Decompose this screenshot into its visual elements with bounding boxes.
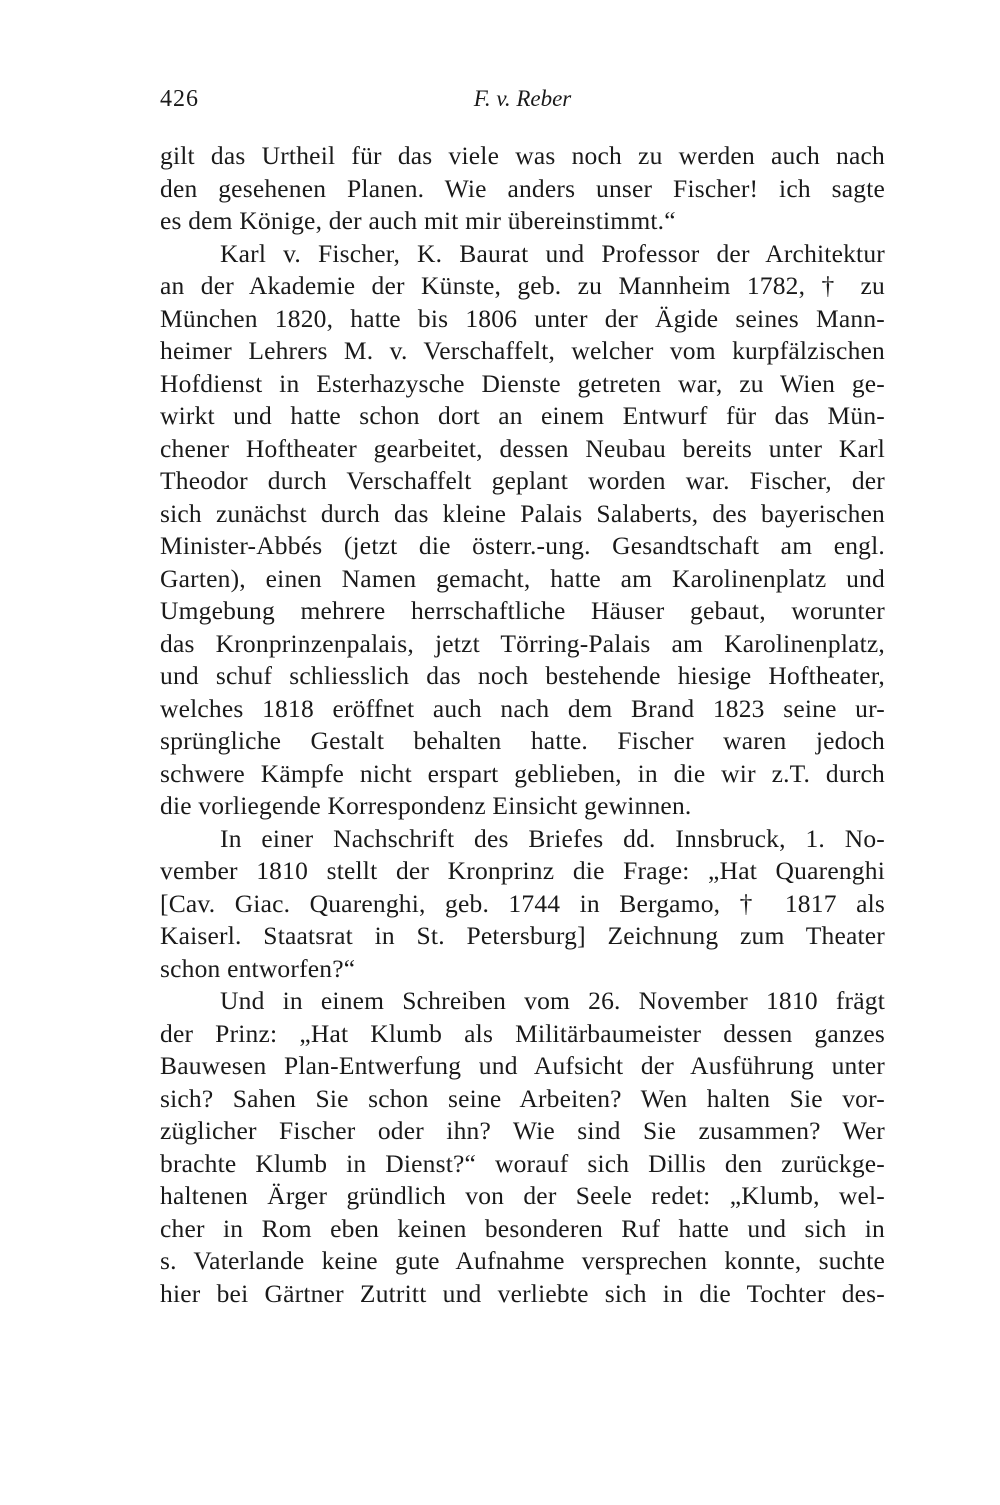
text-line: s. Vaterlande keine gute Aufnahme versprechen konnte, suchte	[160, 1246, 885, 1275]
text-line: Umgebung mehrere herrschaftliche Häuser gebaut, worunter	[160, 596, 885, 625]
text-line: der Prinz: „Hat Klumb als Militärbaumeister dessen ganzes	[160, 1018, 885, 1048]
text-line: schon entworfen?“	[160, 953, 356, 983]
text-line: sich? Sahen Sie schon seine Arbeiten? Wen halten Sie vor-	[160, 1083, 885, 1113]
text-line: Theodor durch Verschaffelt geplant worden war. Fischer, der	[160, 466, 885, 495]
text-line: sich zunächst durch das kleine Palais Salaberts, des bayerischen	[160, 498, 885, 528]
text-line: In einer Nachschrift des Briefes dd. Innsbruck, 1. No-	[220, 823, 885, 853]
text-line: schwere Kämpfe nicht erspart geblieben, in die wir z.T. durch	[160, 758, 885, 788]
text-line: Garten), einen Namen gemacht, hatte am Karolinenplatz und	[160, 563, 885, 593]
text-line: das Kronprinzenpalais, jetzt Törring-Palais am Karolinenplatz,	[160, 628, 885, 658]
text-line: es dem Könige, der auch mit mir übereinstimmt.“	[160, 206, 676, 235]
text-line: chener Hoftheater gearbeitet, dessen Neubau bereits unter Karl	[160, 433, 885, 463]
text-line: züglicher Fischer oder ihn? Wie sind Sie zusammen? Wer	[160, 1116, 885, 1145]
text-line: Minister-Abbés (jetzt die österr.-ung. Gesandtschaft am engl.	[160, 531, 885, 560]
running-head: F. v. Reber	[473, 86, 572, 111]
page-number: 426	[160, 86, 199, 112]
text-line: brachte Klumb in Dienst?“ worauf sich Dillis den zurückge-	[160, 1148, 885, 1178]
text-line: die vorliegende Korrespondenz Einsicht gewinnen.	[160, 791, 692, 820]
body-text	[160, 140, 885, 1310]
text-line: gilt das Urtheil für das viele was noch zu werden auch nach	[160, 141, 885, 170]
text-line: Karl v. Fischer, K. Baurat und Professor der Architektur	[220, 238, 885, 268]
text-line: Bauwesen Plan-Entwerfung und Aufsicht der Ausführung unter	[160, 1051, 885, 1080]
text-line: Hofdienst in Esterhazysche Dienste getreten war, zu Wien ge-	[160, 368, 885, 398]
text-line: cher in Rom eben keinen besonderen Ruf hatte und sich in	[160, 1213, 885, 1243]
text-line: welches 1818 eröffnet auch nach dem Brand 1823 seine ur-	[160, 693, 885, 723]
text-line: sprüngliche Gestalt behalten hatte. Fischer waren jedoch	[160, 726, 885, 755]
text-line: an der Akademie der Künste, geb. zu Mannheim 1782, † zu	[160, 271, 885, 300]
text-line: hier bei Gärtner Zutritt und verliebte sich in die Tochter des-	[160, 1278, 885, 1308]
text-line: den gesehenen Planen. Wie anders unser Fischer! ich sagte	[160, 173, 885, 203]
text-line: [Cav. Giac. Quarenghi, geb. 1744 in Bergamo, † 1817 als	[160, 888, 885, 918]
text-line: Kaiserl. Staatsrat in St. Petersburg] Zeichnung zum Theater	[160, 921, 885, 950]
text-line: Und in einem Schreiben vom 26. November 1810 frägt	[220, 986, 885, 1015]
text-line: München 1820, hatte bis 1806 unter der Ägide seines Mann-	[160, 303, 885, 333]
text-line: heimer Lehrers M. v. Verschaffelt, welcher vom kurpfälzischen	[160, 336, 885, 365]
text-line: wirkt und hatte schon dort an einem Entwurf für das Mün-	[160, 401, 885, 430]
text-line: vember 1810 stellt der Kronprinz die Frage: „Hat Quarenghi	[160, 856, 885, 885]
text-line: haltenen Ärger gründlich von der Seele redet: „Klumb, wel-	[160, 1181, 885, 1210]
page-header	[160, 86, 885, 116]
text-line: und schuf schliesslich das noch bestehende hiesige Hoftheater,	[160, 661, 885, 690]
